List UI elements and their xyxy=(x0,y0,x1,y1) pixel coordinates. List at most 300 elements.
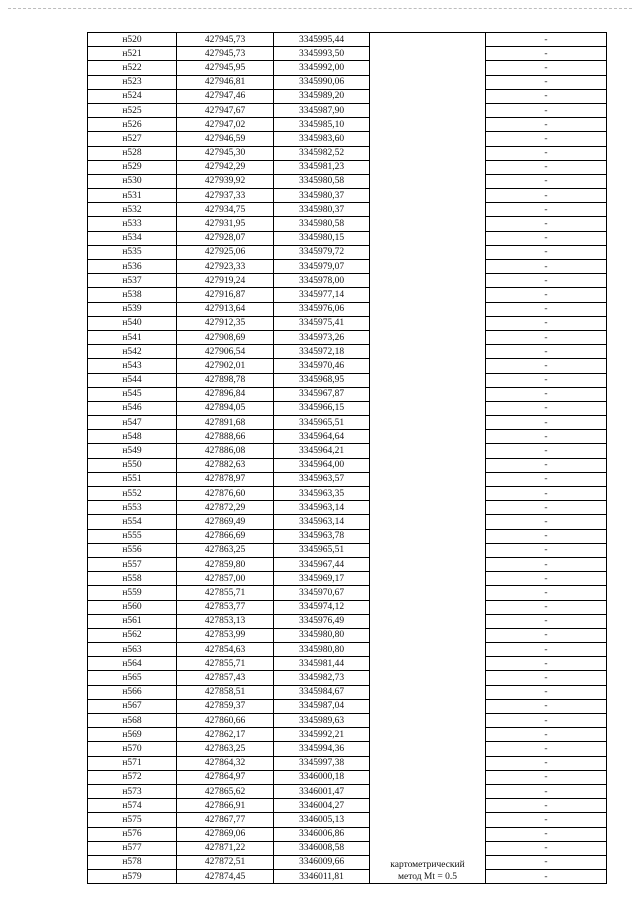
y-coordinate-cell: 3346001,47 xyxy=(274,784,370,798)
dash-cell: - xyxy=(486,572,607,586)
x-coordinate-cell: 427931,95 xyxy=(177,217,274,231)
point-id-cell: н544 xyxy=(88,373,177,387)
y-coordinate-cell: 3346000,18 xyxy=(274,770,370,784)
dash-cell: - xyxy=(486,515,607,529)
point-id-cell: н527 xyxy=(88,132,177,146)
x-coordinate-cell: 427871,22 xyxy=(177,841,274,855)
dash-cell: - xyxy=(486,174,607,188)
table-row xyxy=(88,784,607,798)
x-coordinate-cell: 427947,67 xyxy=(177,103,274,117)
x-coordinate-cell: 427896,84 xyxy=(177,387,274,401)
table-row xyxy=(88,756,607,770)
table-row xyxy=(88,373,607,387)
x-coordinate-cell: 427882,63 xyxy=(177,458,274,472)
x-coordinate-cell: 427866,91 xyxy=(177,799,274,813)
y-coordinate-cell: 3345980,80 xyxy=(274,628,370,642)
dash-cell: - xyxy=(486,132,607,146)
table-row xyxy=(88,557,607,571)
table-row xyxy=(88,160,607,174)
y-coordinate-cell: 3345987,90 xyxy=(274,103,370,117)
x-coordinate-cell: 427942,29 xyxy=(177,160,274,174)
table-row xyxy=(88,870,607,884)
dash-cell: - xyxy=(486,401,607,415)
table-row xyxy=(88,628,607,642)
point-id-cell: н577 xyxy=(88,841,177,855)
point-id-cell: н535 xyxy=(88,245,177,259)
point-id-cell: н571 xyxy=(88,756,177,770)
y-coordinate-cell: 3345980,58 xyxy=(274,174,370,188)
page-top-edge xyxy=(8,8,632,9)
y-coordinate-cell: 3345963,35 xyxy=(274,487,370,501)
y-coordinate-cell: 3345965,51 xyxy=(274,543,370,557)
y-coordinate-cell: 3345968,95 xyxy=(274,373,370,387)
x-coordinate-cell: 427859,80 xyxy=(177,557,274,571)
point-id-cell: н538 xyxy=(88,288,177,302)
point-id-cell: н522 xyxy=(88,61,177,75)
table-row xyxy=(88,189,607,203)
dash-cell: - xyxy=(486,799,607,813)
y-coordinate-cell: 3345979,07 xyxy=(274,260,370,274)
y-coordinate-cell: 3345984,67 xyxy=(274,685,370,699)
point-id-cell: н536 xyxy=(88,260,177,274)
x-coordinate-cell: 427939,92 xyxy=(177,174,274,188)
table-row xyxy=(88,586,607,600)
point-id-cell: н561 xyxy=(88,614,177,628)
point-id-cell: н573 xyxy=(88,784,177,798)
y-coordinate-cell: 3345995,44 xyxy=(274,33,370,47)
point-id-cell: н575 xyxy=(88,813,177,827)
y-coordinate-cell: 3345972,18 xyxy=(274,345,370,359)
x-coordinate-cell: 427886,08 xyxy=(177,444,274,458)
table-row xyxy=(88,487,607,501)
y-coordinate-cell: 3345981,44 xyxy=(274,657,370,671)
dash-cell: - xyxy=(486,316,607,330)
point-id-cell: н532 xyxy=(88,203,177,217)
point-id-cell: н558 xyxy=(88,572,177,586)
y-coordinate-cell: 3345964,00 xyxy=(274,458,370,472)
y-coordinate-cell: 3345979,72 xyxy=(274,245,370,259)
x-coordinate-cell: 427853,13 xyxy=(177,614,274,628)
y-coordinate-cell: 3345974,12 xyxy=(274,600,370,614)
y-coordinate-cell: 3345976,06 xyxy=(274,302,370,316)
x-coordinate-cell: 427853,77 xyxy=(177,600,274,614)
table-row xyxy=(88,401,607,415)
point-id-cell: н564 xyxy=(88,657,177,671)
y-coordinate-cell: 3345964,21 xyxy=(274,444,370,458)
x-coordinate-cell: 427863,25 xyxy=(177,742,274,756)
x-coordinate-cell: 427946,81 xyxy=(177,75,274,89)
table-row xyxy=(88,217,607,231)
y-coordinate-cell: 3345994,36 xyxy=(274,742,370,756)
point-id-cell: н528 xyxy=(88,146,177,160)
dash-cell: - xyxy=(486,103,607,117)
dash-cell: - xyxy=(486,813,607,827)
table-row xyxy=(88,75,607,89)
y-coordinate-cell: 3345982,73 xyxy=(274,671,370,685)
point-id-cell: н520 xyxy=(88,33,177,47)
x-coordinate-cell: 427902,01 xyxy=(177,359,274,373)
coordinates-table-body xyxy=(88,33,607,884)
method-label: картометрический xyxy=(390,860,465,871)
table-row xyxy=(88,501,607,515)
point-id-cell: н551 xyxy=(88,472,177,486)
x-coordinate-cell: 427888,66 xyxy=(177,430,274,444)
table-row xyxy=(88,699,607,713)
y-coordinate-cell: 3345983,60 xyxy=(274,132,370,146)
dash-cell: - xyxy=(486,61,607,75)
table-row xyxy=(88,657,607,671)
y-coordinate-cell: 3345993,50 xyxy=(274,47,370,61)
point-id-cell: н540 xyxy=(88,316,177,330)
dash-cell: - xyxy=(486,430,607,444)
x-coordinate-cell: 427913,64 xyxy=(177,302,274,316)
dash-cell: - xyxy=(486,827,607,841)
point-id-cell: н533 xyxy=(88,217,177,231)
dash-cell: - xyxy=(486,444,607,458)
y-coordinate-cell: 3345980,37 xyxy=(274,203,370,217)
dash-cell: - xyxy=(486,784,607,798)
table-row xyxy=(88,316,607,330)
x-coordinate-cell: 427894,05 xyxy=(177,401,274,415)
x-coordinate-cell: 427919,24 xyxy=(177,274,274,288)
dash-cell: - xyxy=(486,330,607,344)
point-id-cell: н543 xyxy=(88,359,177,373)
x-coordinate-cell: 427928,07 xyxy=(177,231,274,245)
point-id-cell: н539 xyxy=(88,302,177,316)
dash-cell: - xyxy=(486,841,607,855)
x-coordinate-cell: 427947,02 xyxy=(177,118,274,132)
x-coordinate-cell: 427863,25 xyxy=(177,543,274,557)
x-coordinate-cell: 427947,46 xyxy=(177,89,274,103)
dash-cell: - xyxy=(486,231,607,245)
table-row xyxy=(88,430,607,444)
y-coordinate-cell: 3345969,17 xyxy=(274,572,370,586)
dash-cell: - xyxy=(486,614,607,628)
point-id-cell: н547 xyxy=(88,416,177,430)
x-coordinate-cell: 427867,77 xyxy=(177,813,274,827)
table-row xyxy=(88,61,607,75)
y-coordinate-cell: 3345980,37 xyxy=(274,189,370,203)
point-id-cell: н560 xyxy=(88,600,177,614)
x-coordinate-cell: 427876,60 xyxy=(177,487,274,501)
point-id-cell: н542 xyxy=(88,345,177,359)
point-id-cell: н559 xyxy=(88,586,177,600)
y-coordinate-cell: 3345989,63 xyxy=(274,714,370,728)
dash-cell: - xyxy=(486,756,607,770)
dash-cell: - xyxy=(486,387,607,401)
y-coordinate-cell: 3345975,41 xyxy=(274,316,370,330)
y-coordinate-cell: 3345992,00 xyxy=(274,61,370,75)
method-cell xyxy=(370,33,486,884)
table-row xyxy=(88,89,607,103)
y-coordinate-cell: 3345970,67 xyxy=(274,586,370,600)
dash-cell: - xyxy=(486,245,607,259)
dash-cell: - xyxy=(486,586,607,600)
point-id-cell: н576 xyxy=(88,827,177,841)
table-row xyxy=(88,742,607,756)
dash-cell: - xyxy=(486,33,607,47)
y-coordinate-cell: 3346005,13 xyxy=(274,813,370,827)
table-row xyxy=(88,231,607,245)
dash-cell: - xyxy=(486,203,607,217)
table-row xyxy=(88,444,607,458)
x-coordinate-cell: 427898,78 xyxy=(177,373,274,387)
x-coordinate-cell: 427872,51 xyxy=(177,855,274,869)
dash-cell: - xyxy=(486,855,607,869)
y-coordinate-cell: 3345992,21 xyxy=(274,728,370,742)
x-coordinate-cell: 427860,66 xyxy=(177,714,274,728)
table-row xyxy=(88,203,607,217)
y-coordinate-cell: 3345963,57 xyxy=(274,472,370,486)
point-id-cell: н572 xyxy=(88,770,177,784)
y-coordinate-cell: 3345978,00 xyxy=(274,274,370,288)
table-row xyxy=(88,118,607,132)
point-id-cell: н546 xyxy=(88,401,177,415)
y-coordinate-cell: 3345977,14 xyxy=(274,288,370,302)
point-id-cell: н578 xyxy=(88,855,177,869)
point-id-cell: н550 xyxy=(88,458,177,472)
y-coordinate-cell: 3345982,52 xyxy=(274,146,370,160)
y-coordinate-cell: 3345967,87 xyxy=(274,387,370,401)
point-id-cell: н549 xyxy=(88,444,177,458)
x-coordinate-cell: 427916,87 xyxy=(177,288,274,302)
dash-cell: - xyxy=(486,742,607,756)
x-coordinate-cell: 427891,68 xyxy=(177,416,274,430)
y-coordinate-cell: 3345963,14 xyxy=(274,501,370,515)
point-id-cell: н554 xyxy=(88,515,177,529)
table-row xyxy=(88,671,607,685)
x-coordinate-cell: 427869,49 xyxy=(177,515,274,529)
y-coordinate-cell: 3345997,38 xyxy=(274,756,370,770)
x-coordinate-cell: 427854,63 xyxy=(177,643,274,657)
x-coordinate-cell: 427862,17 xyxy=(177,728,274,742)
y-coordinate-cell: 3345963,78 xyxy=(274,529,370,543)
table-row xyxy=(88,330,607,344)
dash-cell: - xyxy=(486,501,607,515)
x-coordinate-cell: 427925,06 xyxy=(177,245,274,259)
y-coordinate-cell: 3345987,04 xyxy=(274,699,370,713)
x-coordinate-cell: 427855,71 xyxy=(177,657,274,671)
table-row xyxy=(88,245,607,259)
dash-cell: - xyxy=(486,89,607,103)
point-id-cell: н568 xyxy=(88,714,177,728)
y-coordinate-cell: 3345966,15 xyxy=(274,401,370,415)
x-coordinate-cell: 427878,97 xyxy=(177,472,274,486)
dash-cell: - xyxy=(486,260,607,274)
dash-cell: - xyxy=(486,345,607,359)
dash-cell: - xyxy=(486,487,607,501)
dash-cell: - xyxy=(486,699,607,713)
y-coordinate-cell: 3346009,66 xyxy=(274,855,370,869)
method-accuracy: метод Mt = 0.5 xyxy=(397,872,457,883)
dash-cell: - xyxy=(486,47,607,61)
x-coordinate-cell: 427853,99 xyxy=(177,628,274,642)
point-id-cell: н553 xyxy=(88,501,177,515)
table-row xyxy=(88,685,607,699)
table-row xyxy=(88,146,607,160)
y-coordinate-cell: 3345976,49 xyxy=(274,614,370,628)
y-coordinate-cell: 3345989,20 xyxy=(274,89,370,103)
dash-cell: - xyxy=(486,728,607,742)
dash-cell: - xyxy=(486,472,607,486)
dash-cell: - xyxy=(486,373,607,387)
x-coordinate-cell: 427934,75 xyxy=(177,203,274,217)
point-id-cell: н548 xyxy=(88,430,177,444)
table-row xyxy=(88,813,607,827)
dash-cell: - xyxy=(486,416,607,430)
x-coordinate-cell: 427858,51 xyxy=(177,685,274,699)
point-id-cell: н525 xyxy=(88,103,177,117)
table-row xyxy=(88,302,607,316)
dash-cell: - xyxy=(486,770,607,784)
table-row xyxy=(88,103,607,117)
table-row xyxy=(88,515,607,529)
point-id-cell: н552 xyxy=(88,487,177,501)
point-id-cell: н545 xyxy=(88,387,177,401)
y-coordinate-cell: 3345963,14 xyxy=(274,515,370,529)
y-coordinate-cell: 3346008,58 xyxy=(274,841,370,855)
table-row xyxy=(88,799,607,813)
dash-cell: - xyxy=(486,685,607,699)
dash-cell: - xyxy=(486,118,607,132)
point-id-cell: н563 xyxy=(88,643,177,657)
table-row xyxy=(88,345,607,359)
x-coordinate-cell: 427874,45 xyxy=(177,870,274,884)
point-id-cell: н566 xyxy=(88,685,177,699)
x-coordinate-cell: 427869,06 xyxy=(177,827,274,841)
point-id-cell: н530 xyxy=(88,174,177,188)
x-coordinate-cell: 427865,62 xyxy=(177,784,274,798)
x-coordinate-cell: 427945,95 xyxy=(177,61,274,75)
x-coordinate-cell: 427855,71 xyxy=(177,586,274,600)
x-coordinate-cell: 427864,97 xyxy=(177,770,274,784)
dash-cell: - xyxy=(486,75,607,89)
point-id-cell: н579 xyxy=(88,870,177,884)
table-row xyxy=(88,827,607,841)
table-row xyxy=(88,132,607,146)
dash-cell: - xyxy=(486,714,607,728)
table-row xyxy=(88,416,607,430)
table-row xyxy=(88,841,607,855)
dash-cell: - xyxy=(486,628,607,642)
point-id-cell: н574 xyxy=(88,799,177,813)
x-coordinate-cell: 427857,43 xyxy=(177,671,274,685)
point-id-cell: н537 xyxy=(88,274,177,288)
point-id-cell: н529 xyxy=(88,160,177,174)
coordinates-table xyxy=(87,32,607,884)
y-coordinate-cell: 3345990,06 xyxy=(274,75,370,89)
y-coordinate-cell: 3345973,26 xyxy=(274,330,370,344)
dash-cell: - xyxy=(486,274,607,288)
table-row xyxy=(88,543,607,557)
x-coordinate-cell: 427945,73 xyxy=(177,33,274,47)
table-row xyxy=(88,855,607,869)
point-id-cell: н523 xyxy=(88,75,177,89)
dash-cell: - xyxy=(486,557,607,571)
y-coordinate-cell: 3346006,86 xyxy=(274,827,370,841)
table-row xyxy=(88,472,607,486)
x-coordinate-cell: 427872,29 xyxy=(177,501,274,515)
x-coordinate-cell: 427908,69 xyxy=(177,330,274,344)
point-id-cell: н567 xyxy=(88,699,177,713)
y-coordinate-cell: 3345981,23 xyxy=(274,160,370,174)
table-row xyxy=(88,47,607,61)
y-coordinate-cell: 3345964,64 xyxy=(274,430,370,444)
point-id-cell: н521 xyxy=(88,47,177,61)
dash-cell: - xyxy=(486,600,607,614)
dash-cell: - xyxy=(486,302,607,316)
x-coordinate-cell: 427866,69 xyxy=(177,529,274,543)
dash-cell: - xyxy=(486,458,607,472)
point-id-cell: н526 xyxy=(88,118,177,132)
dash-cell: - xyxy=(486,217,607,231)
table-row xyxy=(88,458,607,472)
x-coordinate-cell: 427864,32 xyxy=(177,756,274,770)
dash-cell: - xyxy=(486,359,607,373)
dash-cell: - xyxy=(486,870,607,884)
table-row xyxy=(88,643,607,657)
x-coordinate-cell: 427912,35 xyxy=(177,316,274,330)
table-row xyxy=(88,33,607,47)
y-coordinate-cell: 3345985,10 xyxy=(274,118,370,132)
dash-cell: - xyxy=(486,543,607,557)
dash-cell: - xyxy=(486,146,607,160)
table-row xyxy=(88,614,607,628)
point-id-cell: н555 xyxy=(88,529,177,543)
x-coordinate-cell: 427946,59 xyxy=(177,132,274,146)
table-row xyxy=(88,770,607,784)
table-row xyxy=(88,274,607,288)
dash-cell: - xyxy=(486,657,607,671)
y-coordinate-cell: 3345980,58 xyxy=(274,217,370,231)
point-id-cell: н556 xyxy=(88,543,177,557)
dash-cell: - xyxy=(486,529,607,543)
point-id-cell: н541 xyxy=(88,330,177,344)
point-id-cell: н565 xyxy=(88,671,177,685)
point-id-cell: н570 xyxy=(88,742,177,756)
point-id-cell: н534 xyxy=(88,231,177,245)
table-row xyxy=(88,600,607,614)
table-row xyxy=(88,359,607,373)
y-coordinate-cell: 3345965,51 xyxy=(274,416,370,430)
x-coordinate-cell: 427923,33 xyxy=(177,260,274,274)
y-coordinate-cell: 3345980,15 xyxy=(274,231,370,245)
point-id-cell: н569 xyxy=(88,728,177,742)
x-coordinate-cell: 427859,37 xyxy=(177,699,274,713)
y-coordinate-cell: 3346004,27 xyxy=(274,799,370,813)
table-row xyxy=(88,288,607,302)
table-row xyxy=(88,260,607,274)
dash-cell: - xyxy=(486,160,607,174)
x-coordinate-cell: 427945,73 xyxy=(177,47,274,61)
y-coordinate-cell: 3345967,44 xyxy=(274,557,370,571)
table-row xyxy=(88,714,607,728)
table-row xyxy=(88,387,607,401)
x-coordinate-cell: 427906,54 xyxy=(177,345,274,359)
x-coordinate-cell: 427937,33 xyxy=(177,189,274,203)
dash-cell: - xyxy=(486,671,607,685)
y-coordinate-cell: 3345980,80 xyxy=(274,643,370,657)
dash-cell: - xyxy=(486,288,607,302)
table-row xyxy=(88,174,607,188)
x-coordinate-cell: 427945,30 xyxy=(177,146,274,160)
point-id-cell: н524 xyxy=(88,89,177,103)
x-coordinate-cell: 427857,00 xyxy=(177,572,274,586)
dash-cell: - xyxy=(486,643,607,657)
point-id-cell: н557 xyxy=(88,557,177,571)
table-row xyxy=(88,529,607,543)
dash-cell: - xyxy=(486,189,607,203)
